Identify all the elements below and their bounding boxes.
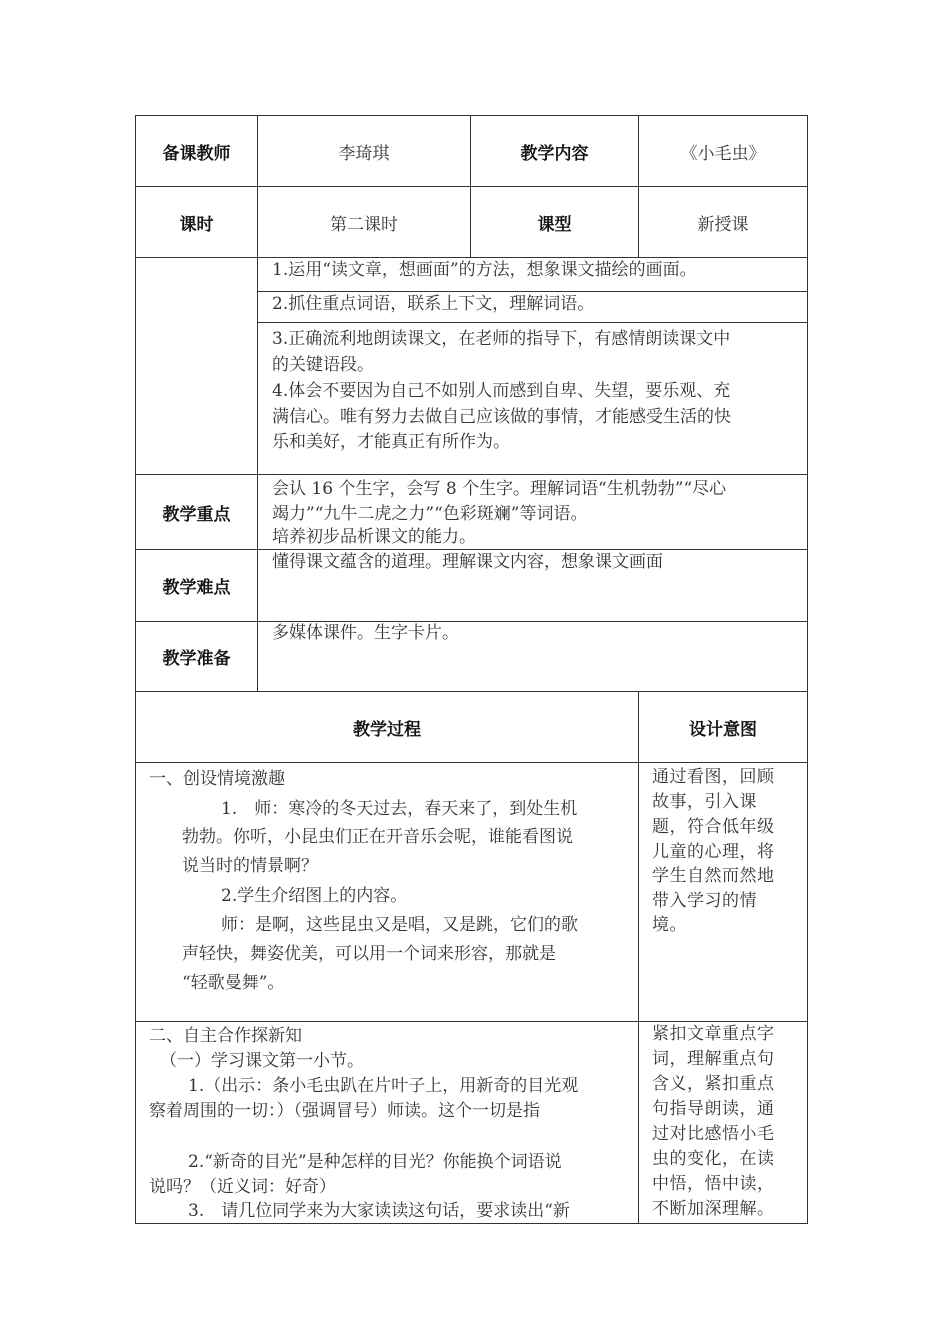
table-border-right xyxy=(807,115,808,1224)
section-2-p2-line-1: 2.“新奇的目光”是种怎样的目光？你能换个词语说 xyxy=(188,1152,562,1172)
difficulties-text: 懂得课文蕴含的道理。理解课文内容，想象课文画面 xyxy=(272,552,663,572)
objective-4-line-2: 满信心。唯有努力去做自己应该做的事情，才能感受生活的快 xyxy=(272,407,731,427)
section-1-intent-line-3: 题，符合低年级 xyxy=(652,817,775,837)
objective-4-line-3: 乐和美好，才能真正有所作为。 xyxy=(272,432,510,452)
objective-1: 1.运用“读文章，想画面”的方法，想象课文描绘的画面。 xyxy=(272,260,697,280)
section-1-intent-line-4: 儿童的心理，将 xyxy=(652,842,775,862)
section-1-intent-line-2: 故事，引入课 xyxy=(652,792,757,812)
type-label: 课型 xyxy=(537,214,572,235)
objective-3-line-1: 3.正确流利地朗读课文，在老师的指导下，有感情朗读课文中 xyxy=(272,329,731,349)
preparation-text: 多媒体课件。生字卡片。 xyxy=(272,623,459,643)
key-points-line-2: 竭力”“九牛二虎之力”“色彩斑斓”等词语。 xyxy=(272,504,588,524)
period-label: 课时 xyxy=(179,214,214,235)
section-1-title: 一、创设情境激趣 xyxy=(149,769,285,789)
col-divider-intent xyxy=(638,692,639,1224)
intent-label: 设计意图 xyxy=(689,719,757,740)
teacher-label: 备课教师 xyxy=(162,143,231,164)
preparation-label: 教学准备 xyxy=(162,649,231,669)
objective-3-line-2: 的关键语段。 xyxy=(272,355,374,375)
process-label: 教学过程 xyxy=(353,719,421,740)
section-2-intent-line-7: 中悟，悟中读， xyxy=(652,1174,775,1194)
section-1-p3-line-1: 师：是啊，这些昆虫又是唱，又是跳，它们的歌 xyxy=(221,915,578,935)
obj-line-2 xyxy=(257,322,808,323)
section-2-sub-1: （一）学习课文第一小节。 xyxy=(160,1051,364,1071)
section-2-intent-line-3: 含义，紧扣重点 xyxy=(652,1074,775,1094)
row-line-7 xyxy=(135,762,808,763)
section-2-p1-line-2: 察着周围的一切：）（强调冒号）师读。这个一切是指 xyxy=(149,1101,540,1121)
section-1-intent-line-6: 带入学习的情 xyxy=(652,891,757,911)
section-1-p3-line-3: “轻歌曼舞”。 xyxy=(182,973,285,993)
section-1-p2: 2.学生介绍图上的内容。 xyxy=(221,886,408,906)
section-1-intent-line-5: 学生自然而然地 xyxy=(652,866,775,886)
section-1-intent-line-1: 通过看图，回顾 xyxy=(652,767,775,787)
section-1-p1-line-2: 勃勃。你听，小昆虫们正在开音乐会呢，谁能看图说 xyxy=(182,827,573,847)
section-1-p1-line-3: 说当时的情景啊？ xyxy=(182,856,318,876)
key-points-line-1: 会认 16 个生字，会写 8 个生字。理解词语“生机勃勃”“尽心 xyxy=(272,479,727,499)
section-2-intent-line-2: 词，理解重点句 xyxy=(652,1049,775,1069)
content-value: 《小毛虫》 xyxy=(680,143,766,164)
section-2-title: 二、自主合作探新知 xyxy=(149,1026,302,1046)
section-2-intent-line-4: 句指导朗读，通 xyxy=(652,1099,775,1119)
section-2-intent-line-5: 过对比感悟小毛 xyxy=(652,1124,775,1144)
section-2-intent-line-6: 虫的变化，在读 xyxy=(652,1149,775,1169)
teacher-name: 李琦琪 xyxy=(338,143,390,164)
period-value: 第二课时 xyxy=(330,214,398,235)
section-1-p3-line-2: 声轻快，舞姿优美，可以用一个词来形容，那就是 xyxy=(182,944,556,964)
section-2-p3-line-1: 3. 请几位同学来为大家读读这句话，要求读出“新 xyxy=(188,1201,570,1221)
section-1-p1-line-1: 1. 师：寒冷的冬天过去，春天来了，到处生机 xyxy=(221,799,578,819)
section-1-intent-line-7: 境。 xyxy=(652,915,687,935)
key-points-label: 教学重点 xyxy=(162,504,231,525)
section-2-p1-line-1: 1.（出示：条小毛虫趴在片叶子上，用新奇的目光观 xyxy=(188,1076,579,1096)
section-2-intent-line-1: 紧扣文章重点字 xyxy=(652,1024,775,1044)
objective-4-line-1: 4.体会不要因为自己不如别人而感到自卑、失望，要乐观、充 xyxy=(272,381,731,401)
type-value: 新授课 xyxy=(697,214,749,235)
content-label: 教学内容 xyxy=(520,143,589,164)
section-2-p2-line-2: 说吗？（近义词：好奇） xyxy=(149,1177,336,1197)
objective-2: 2.抓住重点词语，联系上下文，理解词语。 xyxy=(272,294,595,314)
section-2-intent-line-8: 不断加深理解。 xyxy=(652,1199,775,1219)
difficulties-label: 教学难点 xyxy=(162,578,231,598)
key-points-line-3: 培养初步品析课文的能力。 xyxy=(272,527,476,547)
